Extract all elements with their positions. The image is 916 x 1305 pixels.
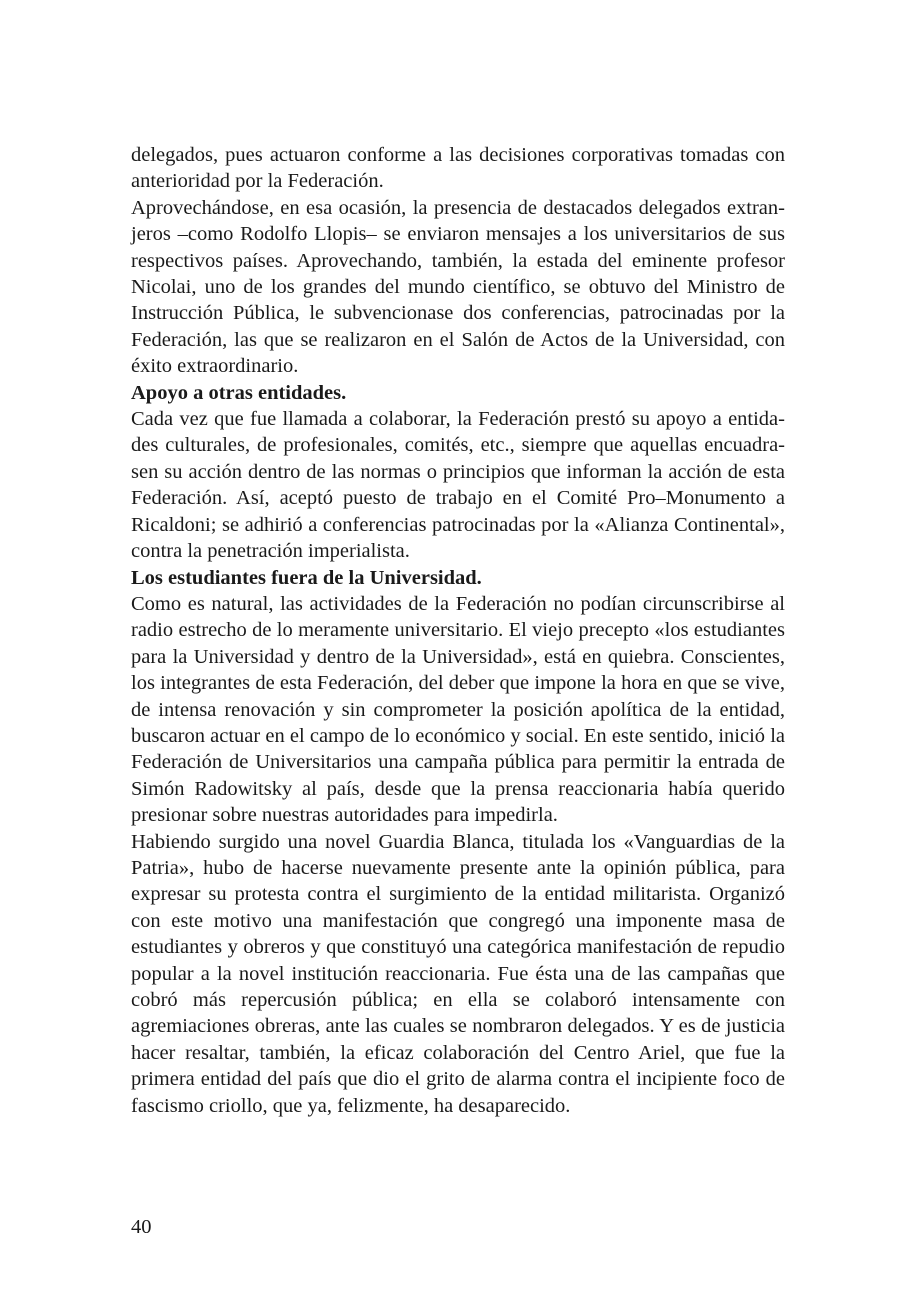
body-text (131, 142, 785, 1119)
section-heading-apoyo: Apoyo a otras entidades. (131, 381, 347, 404)
paragraph-1: delegados, pues actuaron conforme a las decisiones corporativas tomadas con anterioridad por la Federación. (131, 144, 785, 193)
paragraph-3: Cada vez que fue llamada a colaborar, la Federación prestó su apoyo a entidades culturales, de profesionales, comités, etc., siempre que aquellas encuadrasen su acción dentro de las normas o principios que informan la acción de esta Federación. Así, aceptó puesto de trabajo en el Comité Pro–Monumento a Ricaldoni; se adhirió a conferencias patrocinadas por la «Alianza Continental», contra la penetración imperialista. (131, 408, 785, 563)
paragraph-2: Aprovechándose, en esa ocasión, la presencia de destacados delegados extranjeros –como Rodolfo Llopis– se enviaron mensajes a los universitarios de sus respectivos países. Aprovechando, también, la estada del eminente profesor Nicolai, uno de los grandes del mundo científico, se obtuvo del Ministro de Instrucción Pública, le subvencionase dos conferencias, patrocinadas por la Federación, las que se realizaron en el Salón de Actos de la Universidad, con éxito extraordinario. (131, 196, 785, 378)
page-number: 40 (131, 1216, 152, 1238)
paragraph-4: Como es natural, las actividades de la Federación no podían circunscribirse al radio estrecho de lo meramente universitario. El viejo precepto «los estudiantes para la Universidad y dentro de la Universidad», está en quiebra. Conscientes, los integrantes de esta Federación, del deber que impone la hora en que se vive, de intensa renovación y sin comprometer la posición apolítica de la entidad, buscaron actuar en el campo de lo económico y social. En este sentido, inició la Federación de Universitarios una campaña pública para permitir la entrada de Simón Radowitsky al país, desde que la prensa reaccionaria había querido presionar sobre nuestras autoridades para impedirla. (131, 592, 785, 827)
section-heading-estudiantes: Los estudiantes fuera de la Universidad. (131, 566, 482, 589)
paragraph-5: Habiendo surgido una novel Guardia Blanca, titulada los «Vanguardias de la Patria», hubo de hacerse nuevamente presente ante la opinión pública, para expresar su protesta contra el surgimiento de la entidad militarista. Organizó con este motivo una manifestación que congregó una imponente masa de estudiantes y obreros y que constituyó una categórica manifestación de repudio popular a la novel institución reaccionaria. Fue ésta una de las campañas que cobró más repercusión pública; en ella se colaboró intensamente con agremiaciones obreras, ante las cuales se nombraron delegados. Y es de justicia hacer resaltar, también, la eficaz colaboración del Centro Ariel, que fue la primera entidad del país que dio el grito de alarma contra el incipiente foco de fascismo criollo, que ya, felizmente, ha desaparecido. (131, 830, 785, 1117)
